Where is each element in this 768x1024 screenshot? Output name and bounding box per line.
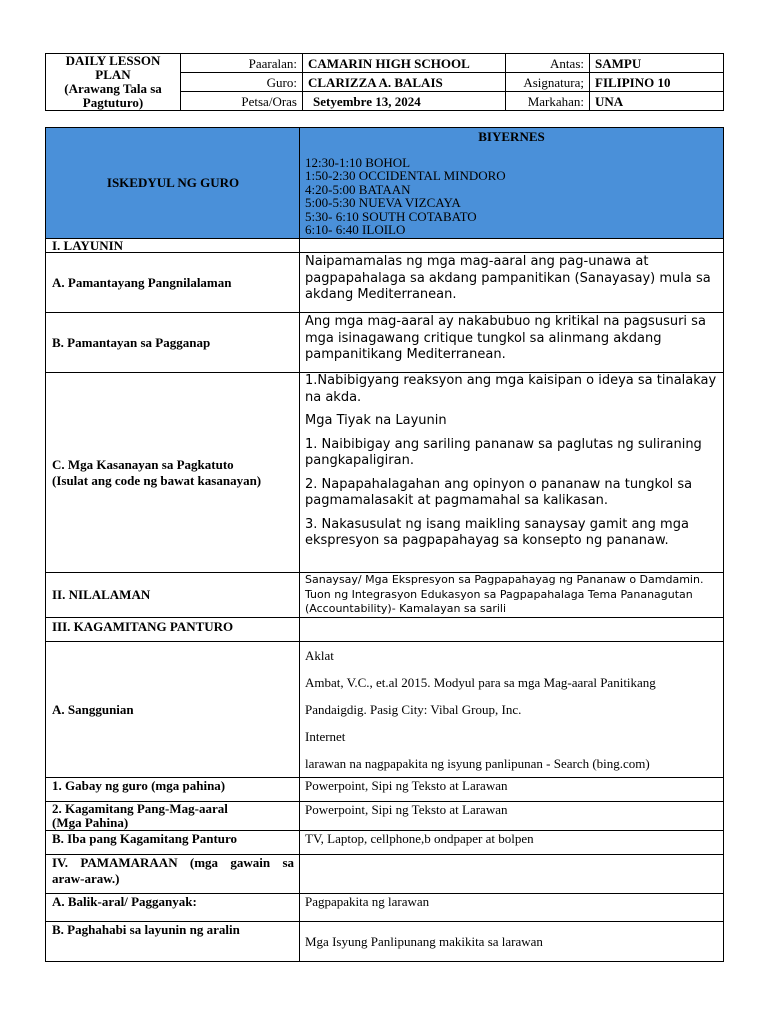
school-value: CAMARIN HIGH SCHOOL [303, 54, 506, 73]
pamantayang-pangnilalaman-text: Naipamamalas ng mga mag-aaral ang pag-unawa at pagpapahalaga sa akdang pampanitikan (Sanayasay) mula sa akdang Mediterranean. [300, 253, 724, 313]
reference-line: larawan na nagpapakita ng isyung panlipunan - Search (bing.com) [305, 756, 650, 771]
pamamaraan-heading-line2: araw-araw.) [52, 871, 120, 886]
reference-line: Internet [305, 729, 346, 744]
kasanayan-item: Mga Tiyak na Layunin [305, 413, 447, 428]
kasanayan-item: 2. Napapahalagahan ang opinyon o pananaw na tungkol sa pagmamalasakit at pagmamahal sa kalikasan. [305, 476, 693, 508]
kasanayan-label-line1: C. Mga Kasanayan sa Pagkatuto [52, 456, 234, 472]
iba-pang-kagamitan-label: B. Iba pang Kagamitang Panturo [46, 831, 300, 855]
quarter-label: Markahan: [506, 92, 590, 111]
date-label: Petsa/Oras [181, 92, 303, 111]
schedule-slot: 12:30-1:10 BOHOL [305, 154, 411, 170]
pamamaraan-heading [46, 855, 300, 894]
kagamitan-heading: III. KAGAMITANG PANTURO [46, 618, 300, 642]
schedule-slot: 5:30- 6:10 SOUTH COTABATO [305, 208, 477, 224]
iba-pang-kagamitan-value: TV, Laptop, cellphone,b ondpaper at bolpen [300, 831, 724, 855]
gabay-guro-label: 1. Gabay ng guro (mga pahina) [46, 778, 300, 802]
subject-value: FILIPINO 10 [590, 73, 724, 92]
pang-mag-aaral-label-line2: (Mga Pahina) [52, 815, 129, 830]
dlp-title [46, 54, 181, 111]
pamantayang-pangnilalaman-label: A. Pamantayang Pangnilalaman [46, 253, 300, 313]
reference-line: Aklat [305, 648, 334, 663]
paghahabi-label: B. Paghahabi sa layunin ng aralin [46, 922, 300, 962]
balik-aral-label: A. Balik-aral/ Pagganyak: [46, 894, 300, 922]
subject-label: Asignatura; [506, 73, 590, 92]
kasanayan-label-line2: (Isulat ang code ng bawat kasanayan) [52, 472, 262, 488]
schedule-slot: 6:10- 6:40 ILOILO [305, 222, 406, 237]
schedule-slot: 5:00-5:30 NUEVA VIZCAYA [305, 195, 461, 210]
kasanayan-label [46, 373, 300, 573]
dlp-title-line1: DAILY LESSON PLAN [65, 53, 161, 82]
reference-line: Pandaigdig. Pasig City: Vibal Group, Inc. [305, 702, 522, 717]
schedule-day: BIYERNES [478, 129, 545, 144]
kasanayan-item: 1.Nabibigyang reaksyon ang mga kaisipan o ideya sa tinalakay na akda. [305, 373, 717, 405]
kasanayan-item: 1. Naibibigay ang sariling pananaw sa paglutas ng suliraning pangkapaligiran. [305, 436, 702, 468]
layunin-heading: I. LAYUNIN [46, 239, 300, 253]
grade-value: SAMPU [590, 54, 724, 73]
nilalaman-label: II. NILALAMAN [46, 573, 300, 618]
pang-mag-aaral-value: Powerpoint, Sipi ng Teksto at Larawan [300, 802, 724, 831]
sanggunian-text [300, 642, 724, 778]
reference-line: Ambat, V.C., et.al 2015. Modyul para sa mga Mag-aaral Panitikang [305, 675, 656, 690]
sanggunian-label: A. Sanggunian [46, 642, 300, 778]
teacher-label: Guro: [181, 73, 303, 92]
teacher-value: CLARIZZA A. BALAIS [303, 73, 506, 92]
paghahabi-value: Mga Isyung Panlipunang makikita sa larawan [300, 922, 724, 962]
schedule-cell [300, 128, 724, 239]
pamamaraan-heading-line1: IV. PAMAMARAAN (mga gawain sa [52, 855, 294, 870]
nilalaman-text: Sanaysay/ Mga Ekspresyon sa Pagpapahayag ng Pananaw o Damdamin. Tuon ng Integrasyon Edukasyon sa Pagpapahalaga Tema Pananagutan (Accountability)- Kamalayan sa sarili [300, 573, 724, 618]
kasanayan-text [300, 373, 724, 573]
empty-cell [300, 855, 724, 894]
schedule-label: ISKEDYUL NG GURO [46, 128, 300, 239]
balik-aral-value: Pagpapakita ng larawan [300, 894, 724, 922]
pang-mag-aaral-label-line1: 2. Kagamitang Pang-Mag-aaral [52, 801, 228, 816]
empty-cell [300, 239, 724, 253]
empty-cell [300, 618, 724, 642]
kasanayan-item: 3. Nakasusulat ng isang maikling sanaysay gamit ang mga ekspresyon sa pagpapahayag sa konsepto ng pananaw. [305, 516, 689, 548]
quarter-value: UNA [590, 92, 724, 111]
schedule-slot: 4:20-5:00 BATAAN [305, 181, 411, 197]
dlp-title-line2: (Arawang Tala sa Pagtuturo) [64, 81, 162, 110]
pamantayan-pagganap-label: B. Pamantayan sa Pagganap [46, 313, 300, 373]
pang-mag-aaral-label [46, 802, 300, 831]
lesson-plan-table [45, 127, 724, 962]
gabay-guro-value: Powerpoint, Sipi ng Teksto at Larawan [300, 778, 724, 802]
school-label: Paaralan: [181, 54, 303, 73]
grade-label: Antas: [506, 54, 590, 73]
schedule-slot: 1:50-2:30 OCCIDENTAL MINDORO [305, 168, 506, 183]
header-table [45, 53, 724, 111]
date-value: Setyembre 13, 2024 [303, 92, 506, 111]
pamantayan-pagganap-text: Ang mga mag-aaral ay nakabubuo ng kritikal na pagsusuri sa mga isinagawang critique tungkol sa alinmang akdang pampanitikang Mediterranean. [300, 313, 724, 373]
